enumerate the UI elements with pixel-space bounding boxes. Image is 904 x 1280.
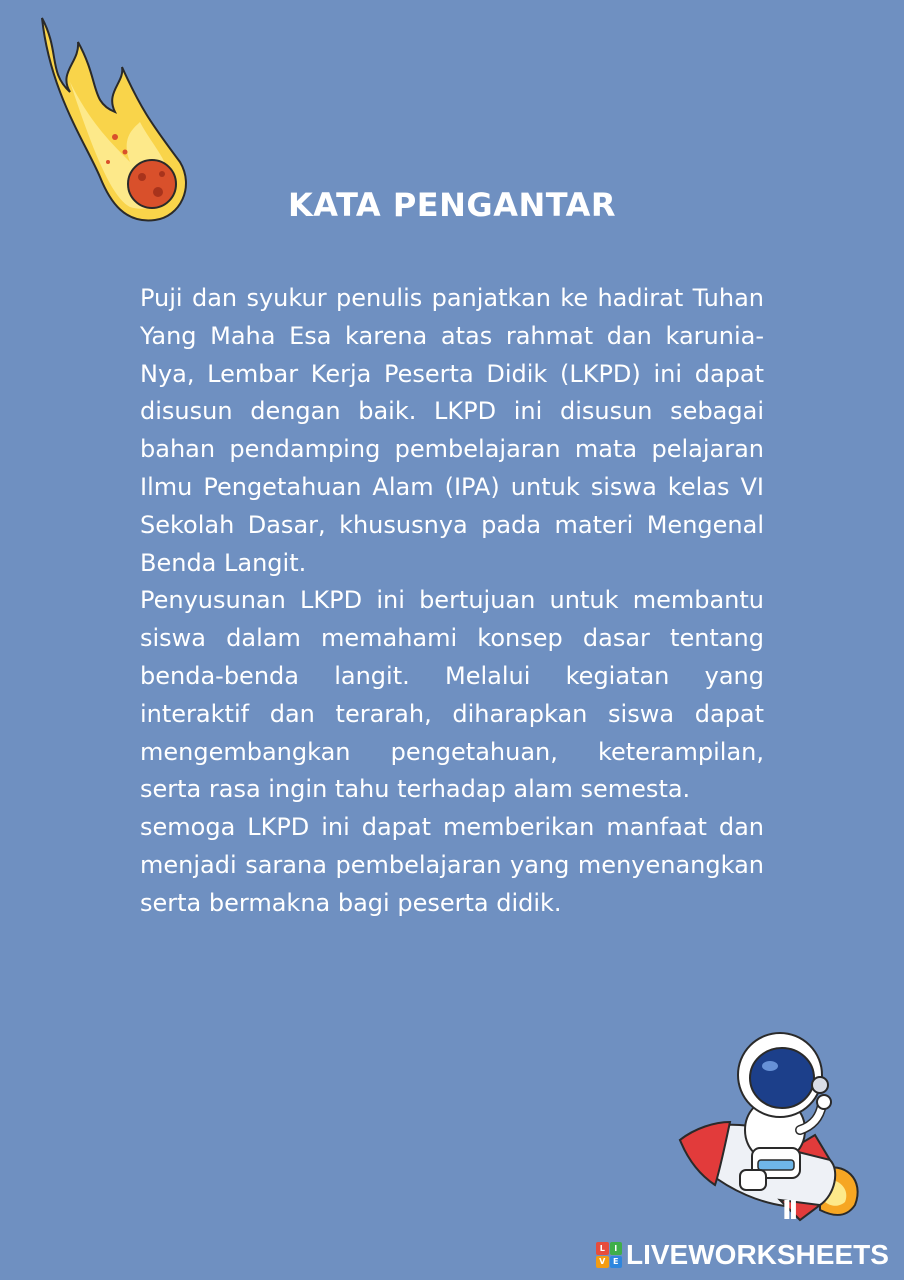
- liveworksheets-brand: [596, 1238, 889, 1272]
- page-title: KATA PENGANTAR: [288, 186, 616, 224]
- liveworksheets-logo-icon: [596, 1242, 622, 1268]
- body-text: [140, 280, 764, 923]
- logo-letter: I: [610, 1242, 623, 1255]
- paragraph: Puji dan syukur penulis panjatkan ke hadirat Tuhan Yang Maha Esa karena atas rahmat dan karunia-Nya, Lembar Kerja Peserta Didik (LKPD) ini dapat disusun dengan baik. LKPD ini disusun sebagai bahan pendamping pembelajaran mata pelajaran Ilmu Pengetahuan Alam (IPA) untuk siswa kelas VI Sekolah Dasar, khususnya pada materi Mengenal Benda Langit.: [140, 284, 764, 577]
- paragraph: Penyusunan LKPD ini bertujuan untuk membantu siswa dalam memahami konsep dasar tentang benda-benda langit. Melalui kegiatan yang interaktif dan terarah, diharapkan siswa dapat mengembangkan pengetahuan, keterampilan, serta rasa ingin tahu terhadap alam semesta.: [140, 586, 764, 804]
- astronaut-on-rocket-icon: [670, 1020, 870, 1250]
- logo-letter: V: [596, 1256, 609, 1269]
- logo-letter: E: [610, 1256, 623, 1269]
- page-number: II: [782, 1196, 796, 1226]
- logo-letter: L: [596, 1242, 609, 1255]
- liveworksheets-wordmark[interactable]: LIVEWORKSHEETS: [626, 1239, 889, 1270]
- paragraph: semoga LKPD ini dapat memberikan manfaat dan menjadi sarana pembelajaran yang menyenangkan serta bermakna bagi peserta didik.: [140, 813, 764, 917]
